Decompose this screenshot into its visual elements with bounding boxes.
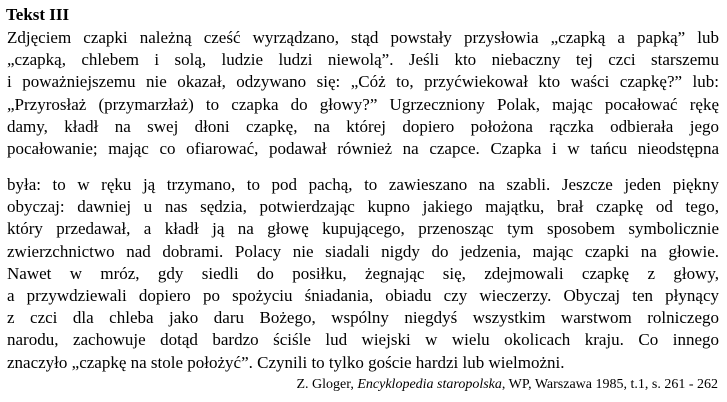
- text-line: narodu, zachowuje dotąd bardzo ściśle lud wiejski w wielu okolicach kraju. Co innego: [7, 330, 719, 350]
- text-line: znaczyło „czapkę na stole położyć”. Czynili to tylko goście hardzi lub wielmożni.: [7, 352, 565, 372]
- source-details: , WP, Warszawa 1985, t.1, s. 261 - 262: [501, 377, 718, 392]
- text-line: z czci dla chleba jako daru Bożego, wspólny niegdyś wszystkim warstwom rolniczego: [7, 308, 719, 328]
- source-citation: [296, 376, 718, 394]
- text-line: i poważniejszemu nie okazał, odzywano się: „Cóż to, przyćwiekował kto waści czapkę?” lub:: [7, 72, 719, 92]
- text-line: damy, kładł na swej dłoni czapkę, na której dopiero położona rączka odbierała jego: [7, 116, 719, 136]
- text-line: Nawet w mróz, gdy siedli do posiłku, żegnając się, zdejmowali czapkę z głowy,: [7, 263, 719, 283]
- paragraph-1: [7, 27, 719, 160]
- text-line: obyczaj: dawniej u nas sędzia, potwierdzając kupno jakiego majątku, brał czapkę od tego,: [7, 197, 719, 217]
- text-line: pocałowanie; mając co ofiarować, podawał również na czapce. Czapka i w tańcu nieodstępna: [7, 138, 719, 158]
- source-author: Z. Gloger,: [296, 377, 358, 392]
- text-line: zwierzchnictwo nad dobrami. Polacy nie siadali nigdy do jedzenia, mając czapki na głowie.: [7, 241, 719, 261]
- text-line: była: to w ręku ją trzymano, to pod pachą, to zawieszano na szabli. Jeszcze jeden piękny: [7, 175, 719, 194]
- text-line: Zdjęciem czapki należną cześć wyrządzano, stąd powstały przysłowia „czapką a papką” lub: [7, 28, 719, 47]
- source-work-title: Encyklopedia staropolska: [357, 377, 502, 392]
- text-line: „czapką, chlebem i solą, ludzie ludzi niewolą”. Jeśli kto niebaczny tej czci starszemu: [7, 50, 719, 70]
- paragraph-2: [7, 174, 719, 374]
- text-line: który przedawał, a kładł ją na głowę kupującego, przenosząc tym sposobem symbolicznie: [7, 219, 719, 239]
- document-title: Tekst III: [6, 5, 70, 24]
- text-line: „Przyrosłaż (przymarzłaż) to czapka do głowy?” Ugrzeczniony Polak, mając pocałować rękę: [7, 94, 719, 114]
- text-line: a przywdziewali dopiero po spożyciu śniadania, obiadu czy wieczerzy. Obyczaj ten płynący: [7, 285, 719, 305]
